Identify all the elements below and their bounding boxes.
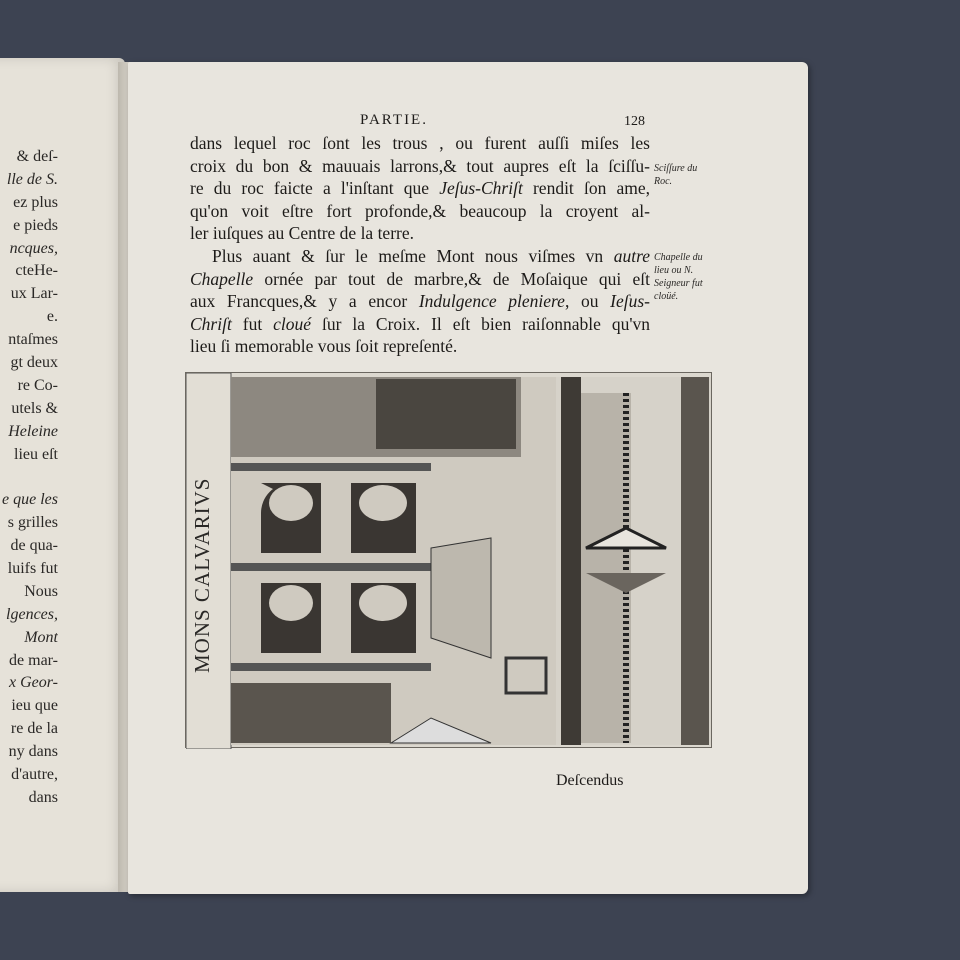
left-page-line: ez plus	[13, 193, 58, 211]
text-line: lieu ſi memorable vous ſoit repreſenté.	[190, 336, 458, 357]
left-page-line: gt deux	[10, 354, 58, 372]
left-page-line: Heleine	[8, 422, 58, 440]
illustration-caption: MONS CALVARIVS	[190, 477, 214, 673]
left-page-line: lieu eſt	[14, 445, 58, 463]
left-page-line: e pieds	[13, 216, 58, 234]
left-page-line: ny dans	[8, 743, 58, 761]
margin-note: Sciſſure du Roc.	[654, 163, 698, 187]
left-page-line: ncques,	[9, 239, 58, 257]
left-page-line: ieu que	[11, 697, 58, 715]
text-line: qu'on voit eſtre fort profonde,& beaucoup la croyent al-	[190, 200, 650, 221]
left-page-text	[0, 58, 58, 858]
left-page-line: de mar-	[9, 651, 58, 669]
page-number: 128	[624, 114, 645, 129]
left-page-line: ux Lar-	[10, 285, 58, 303]
text-line: aux Francques,& y a encor Indulgence pleniere, ou Ieſus-	[190, 291, 651, 312]
text-line: ler iuſques au Centre de la terre.	[190, 223, 414, 244]
left-page-line: d'autre,	[11, 766, 58, 784]
running-header: PARTIE.	[360, 112, 428, 128]
text-line: croix du bon & mauuais larrons,& tout aupres eſt la ſciſſu-	[190, 155, 650, 176]
engraving-drawing	[186, 373, 713, 749]
left-page-line: lgences,	[6, 605, 58, 623]
left-page-line: luifs fut	[7, 560, 58, 578]
left-page-line: lle de S.	[6, 170, 58, 188]
left-page-line	[0, 466, 58, 489]
left-page-line: utels &	[11, 399, 58, 417]
text-line: Chriſt fut cloué ſur la Croix. Il eſt bien raiſonnable qu'vn	[190, 313, 650, 334]
left-page-line: e que les	[2, 491, 58, 509]
left-page-line: e.	[46, 308, 58, 326]
left-page-line: de qua-	[10, 537, 58, 555]
catchword: Deſcendus	[556, 772, 624, 789]
left-page-line: dans	[28, 788, 58, 806]
left-page-line: ntaſmes	[8, 331, 58, 349]
left-page-line: cteHe-	[15, 262, 58, 280]
left-page-line: Nous	[24, 582, 58, 600]
engraving-illustration	[185, 372, 712, 748]
left-page-line: & deſ-	[16, 148, 58, 165]
left-page-line: re Co-	[17, 376, 58, 394]
left-page-line: s grilles	[7, 514, 58, 532]
text-line: Chapelle ornée par tout de marbre,& de Moſaique qui eſt	[190, 268, 650, 289]
left-page-line: re de la	[10, 720, 58, 738]
text-line: re du roc faicte a l'inſtant que Jeſus-Chriſt rendit ſon ame,	[190, 178, 651, 199]
left-page-line: Mont	[24, 628, 58, 646]
text-line: dans lequel roc ſont les trous , ou furent auſſi miſes les	[190, 133, 650, 153]
text-line: Plus auant & ſur le meſme Mont nous viſmes vn autre	[212, 245, 650, 266]
margin-note: Chapelle du lieu ou N. Seigneur fut cloüé.	[654, 252, 703, 302]
body-text	[190, 132, 650, 358]
left-page-line: x Geor-	[9, 674, 58, 692]
